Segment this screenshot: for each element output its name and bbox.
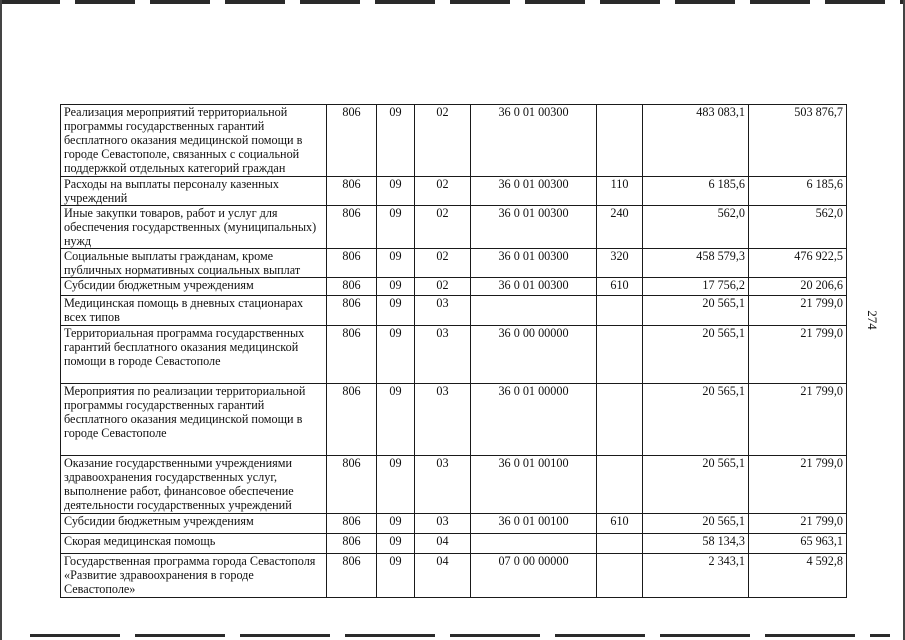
amount-year-1: 20 565,1 — [643, 384, 749, 456]
subsection-code: 02 — [415, 278, 471, 296]
expense-type-code — [597, 554, 643, 598]
subsection-code: 02 — [415, 249, 471, 278]
target-article-code — [471, 534, 597, 554]
table-row — [61, 554, 847, 598]
amount-year-2: 6 185,6 — [749, 177, 847, 206]
amount-year-2: 21 799,0 — [749, 456, 847, 514]
table-row — [61, 456, 847, 514]
amount-year-2: 65 963,1 — [749, 534, 847, 554]
section-code: 09 — [377, 177, 415, 206]
amount-year-2: 21 799,0 — [749, 384, 847, 456]
section-code: 09 — [377, 534, 415, 554]
target-article-code: 07 0 00 00000 — [471, 554, 597, 598]
target-article-code: 36 0 01 00100 — [471, 514, 597, 534]
ved-code: 806 — [327, 278, 377, 296]
amount-year-2: 20 206,6 — [749, 278, 847, 296]
table-row — [61, 177, 847, 206]
amount-year-1: 20 565,1 — [643, 326, 749, 384]
section-code: 09 — [377, 456, 415, 514]
row-name: Иные закупки товаров, работ и услуг для обеспечения государственных (муниципальных) нужд — [61, 206, 327, 249]
table-row — [61, 384, 847, 456]
target-article-code: 36 0 01 00300 — [471, 278, 597, 296]
subsection-code: 04 — [415, 534, 471, 554]
subsection-code: 04 — [415, 554, 471, 598]
subsection-code: 02 — [415, 206, 471, 249]
budget-table — [60, 104, 847, 598]
section-code: 09 — [377, 249, 415, 278]
target-article-code: 36 0 01 00300 — [471, 105, 597, 177]
target-article-code — [471, 296, 597, 326]
target-article-code: 36 0 01 00300 — [471, 249, 597, 278]
section-code: 09 — [377, 296, 415, 326]
scan-top-border — [0, 0, 905, 4]
expense-type-code: 110 — [597, 177, 643, 206]
amount-year-1: 20 565,1 — [643, 514, 749, 534]
row-name: Оказание государственными учреждениями здравоохранения государственных услуг, выполнение работ, финансовое обеспечение деятельности государственных учреждений — [61, 456, 327, 514]
subsection-code: 03 — [415, 456, 471, 514]
subsection-code: 02 — [415, 177, 471, 206]
expense-type-code — [597, 105, 643, 177]
subsection-code: 02 — [415, 105, 471, 177]
amount-year-1: 20 565,1 — [643, 296, 749, 326]
row-name: Расходы на выплаты персоналу казенных учреждений — [61, 177, 327, 206]
row-name: Мероприятия по реализации территориальной программы государственных гарантий бесплатного оказания медицинской помощи в городе Севастополе — [61, 384, 327, 456]
table-row — [61, 206, 847, 249]
row-name: Государственная программа города Севастополя «Развитие здравоохранения в городе Севастополе» — [61, 554, 327, 598]
ved-code: 806 — [327, 177, 377, 206]
section-code: 09 — [377, 206, 415, 249]
expense-type-code — [597, 534, 643, 554]
ved-code: 806 — [327, 326, 377, 384]
page-number: 274 — [864, 310, 880, 330]
ved-code: 806 — [327, 384, 377, 456]
expense-type-code: 610 — [597, 514, 643, 534]
amount-year-2: 562,0 — [749, 206, 847, 249]
expense-type-code — [597, 326, 643, 384]
ved-code: 806 — [327, 456, 377, 514]
section-code: 09 — [377, 105, 415, 177]
row-name: Социальные выплаты гражданам, кроме публичных нормативных социальных выплат — [61, 249, 327, 278]
subsection-code: 03 — [415, 296, 471, 326]
expense-type-code: 610 — [597, 278, 643, 296]
amount-year-1: 562,0 — [643, 206, 749, 249]
amount-year-2: 21 799,0 — [749, 326, 847, 384]
ved-code: 806 — [327, 206, 377, 249]
subsection-code: 03 — [415, 326, 471, 384]
scan-bottom-border — [30, 634, 890, 637]
subsection-code: 03 — [415, 514, 471, 534]
row-name: Скорая медицинская помощь — [61, 534, 327, 554]
table-row — [61, 278, 847, 296]
target-article-code: 36 0 01 00300 — [471, 177, 597, 206]
amount-year-2: 21 799,0 — [749, 296, 847, 326]
section-code: 09 — [377, 326, 415, 384]
ved-code: 806 — [327, 249, 377, 278]
amount-year-1: 458 579,3 — [643, 249, 749, 278]
target-article-code: 36 0 01 00100 — [471, 456, 597, 514]
target-article-code: 36 0 01 00300 — [471, 206, 597, 249]
section-code: 09 — [377, 384, 415, 456]
row-name: Субсидии бюджетным учреждениям — [61, 278, 327, 296]
target-article-code: 36 0 01 00000 — [471, 384, 597, 456]
table-row — [61, 105, 847, 177]
subsection-code: 03 — [415, 384, 471, 456]
row-name: Субсидии бюджетным учреждениям — [61, 514, 327, 534]
row-name: Территориальная программа государственных гарантий бесплатного оказания медицинской помощи в городе Севастополе — [61, 326, 327, 384]
table-row — [61, 514, 847, 534]
table-row — [61, 326, 847, 384]
section-code: 09 — [377, 514, 415, 534]
ved-code: 806 — [327, 296, 377, 326]
amount-year-2: 21 799,0 — [749, 514, 847, 534]
expense-type-code — [597, 456, 643, 514]
ved-code: 806 — [327, 534, 377, 554]
section-code: 09 — [377, 554, 415, 598]
amount-year-2: 503 876,7 — [749, 105, 847, 177]
ved-code: 806 — [327, 105, 377, 177]
amount-year-1: 6 185,6 — [643, 177, 749, 206]
ved-code: 806 — [327, 554, 377, 598]
scan-left-border — [0, 0, 2, 640]
amount-year-2: 476 922,5 — [749, 249, 847, 278]
row-name: Медицинская помощь в дневных стационарах всех типов — [61, 296, 327, 326]
expense-type-code: 320 — [597, 249, 643, 278]
expense-type-code — [597, 384, 643, 456]
amount-year-1: 58 134,3 — [643, 534, 749, 554]
amount-year-1: 17 756,2 — [643, 278, 749, 296]
table-row — [61, 296, 847, 326]
amount-year-1: 20 565,1 — [643, 456, 749, 514]
target-article-code: 36 0 00 00000 — [471, 326, 597, 384]
expense-type-code: 240 — [597, 206, 643, 249]
section-code: 09 — [377, 278, 415, 296]
table-row — [61, 249, 847, 278]
amount-year-1: 2 343,1 — [643, 554, 749, 598]
row-name: Реализация мероприятий территориальной программы государственных гарантий бесплатного оказания медицинской помощи в городе Севастополе, связанных с социальной поддержкой отдельных категорий граждан — [61, 105, 327, 177]
amount-year-2: 4 592,8 — [749, 554, 847, 598]
expense-type-code — [597, 296, 643, 326]
ved-code: 806 — [327, 514, 377, 534]
table-row — [61, 534, 847, 554]
amount-year-1: 483 083,1 — [643, 105, 749, 177]
